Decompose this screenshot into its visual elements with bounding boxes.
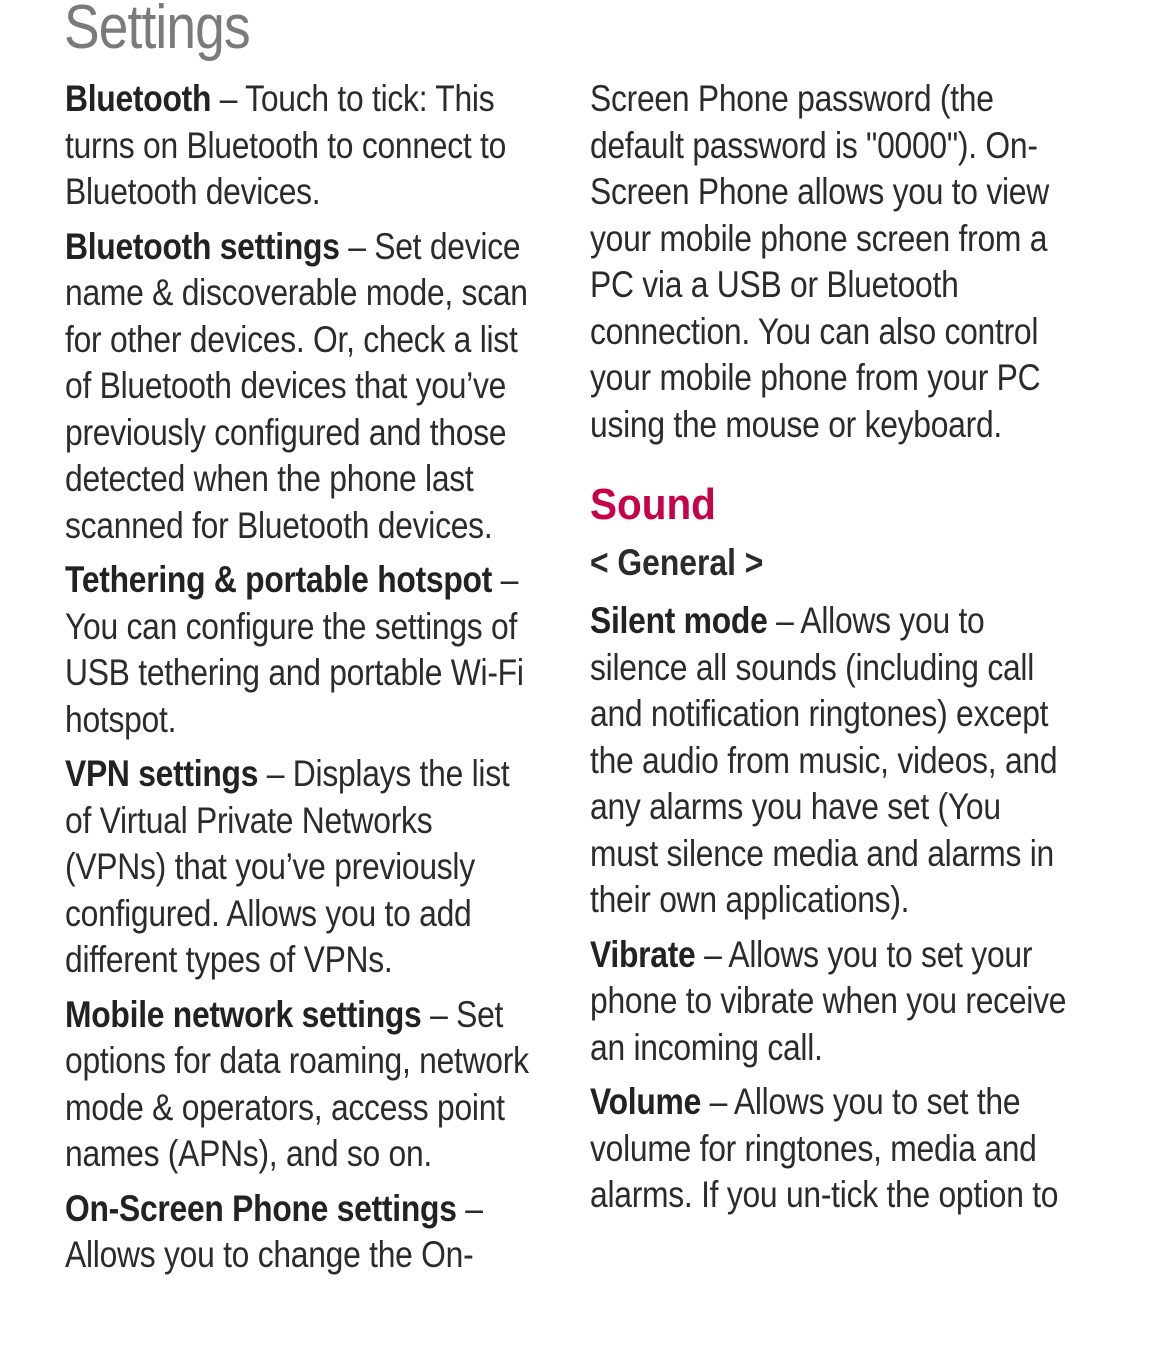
term-mobile-network: Mobile network settings xyxy=(65,993,422,1035)
description-vpn: Displays the list of Virtual Private Networks (VPNs) that you’ve previously configured. Allows you to add different types of VPNs. xyxy=(65,753,510,980)
term-tethering: Tethering & portable hotspot xyxy=(65,559,493,600)
separator: – xyxy=(421,993,457,1035)
setting-mobile-network xyxy=(65,992,529,1178)
setting-volume xyxy=(590,1079,1067,1219)
setting-tethering xyxy=(65,557,529,743)
description-vibrate: Allows you to set your phone to vibrate when you receive an incoming call. xyxy=(590,933,1067,1068)
description-on-screen-phone: Allows you to change the On- xyxy=(65,1234,474,1275)
setting-bluetooth-settings xyxy=(65,224,529,550)
separator: – xyxy=(695,933,729,975)
subheading-general: < General > xyxy=(590,542,764,583)
description-tethering: You can configure the settings of USB tethering and portable Wi-Fi hotspot. xyxy=(65,605,524,740)
separator: – xyxy=(339,225,375,267)
right-column xyxy=(590,76,1068,1227)
term-vpn: VPN settings xyxy=(65,753,259,794)
continuation-paragraph: Screen Phone password (the default password is "0000"). On-Screen Phone allows you to view your mobile phone screen from a PC via a USB or Bluetooth connection. You can also control your mobile phone from your PC using the mouse or keyboard. xyxy=(590,78,1049,445)
term-volume: Volume xyxy=(590,1081,702,1122)
setting-on-screen-phone xyxy=(65,1186,529,1279)
separator: – xyxy=(258,753,293,794)
separator: – xyxy=(492,559,519,600)
setting-vpn xyxy=(65,751,529,984)
term-bluetooth-settings: Bluetooth settings xyxy=(65,225,340,267)
page-title: Settings xyxy=(64,0,250,62)
separator: – xyxy=(456,1187,483,1229)
term-silent-mode: Silent mode xyxy=(590,600,768,641)
description-volume: Allows you to set the volume for ringtones, media and alarms. If you un-tick the option to xyxy=(590,1081,1059,1215)
setting-vibrate xyxy=(590,932,1067,1072)
separator: – xyxy=(767,600,801,641)
setting-bluetooth xyxy=(65,76,529,216)
description-mobile-network: Set options for data roaming, network mode & operators, access point names (APNs), and so on. xyxy=(65,993,529,1174)
description-silent-mode: Allows you to silence all sounds (including call and notification ringtones) except the audio from music, videos, and any alarms you have set (You must silence media and alarms in their own applications). xyxy=(590,600,1058,920)
term-vibrate: Vibrate xyxy=(590,933,696,975)
term-on-screen-phone: On-Screen Phone settings xyxy=(65,1187,457,1229)
separator: – xyxy=(211,78,246,119)
term-bluetooth: Bluetooth xyxy=(65,78,212,119)
setting-silent-mode xyxy=(590,598,1067,924)
left-column xyxy=(65,76,530,1287)
description-bluetooth: Touch to tick: This turns on Bluetooth to connect to Bluetooth devices. xyxy=(65,78,507,212)
description-bluetooth-settings: Set device name & discoverable mode, scan for other devices. Or, check a list of Bluetooth devices that you’ve previously configured and those detected when the phone last scanned for Bluetooth devices. xyxy=(65,225,528,546)
section-heading-sound: Sound xyxy=(590,480,716,529)
separator: – xyxy=(701,1081,734,1122)
